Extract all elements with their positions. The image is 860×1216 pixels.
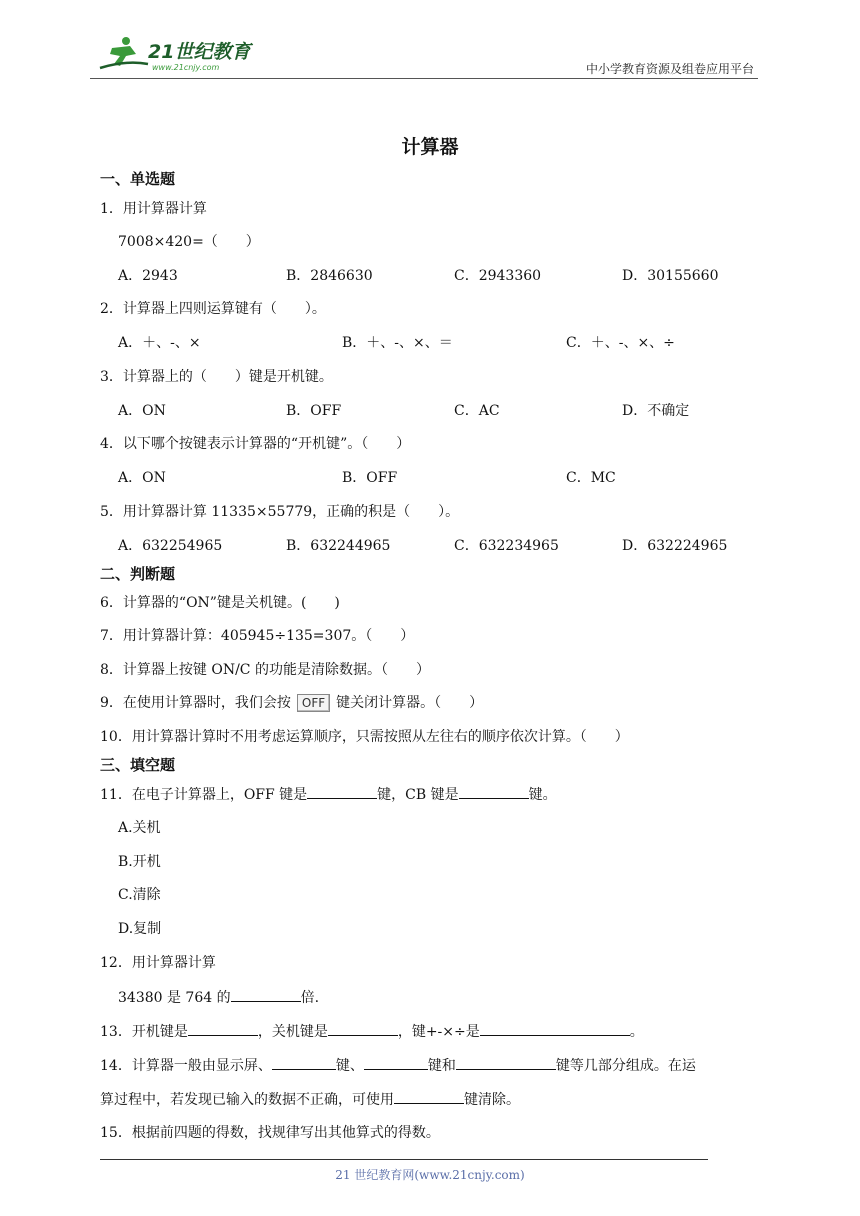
question-5-option-d[interactable]: D．632224965 — [622, 538, 728, 554]
question-14-text-e: 算过程中，若发现已输入的数据不正确，可使用 — [100, 1092, 394, 1108]
off-key-icon: OFF — [297, 694, 330, 712]
question-5-option-b[interactable]: B．632244965 — [286, 538, 391, 554]
answer-blank[interactable] — [480, 1020, 630, 1036]
question-13-text-d: 。 — [629, 1024, 644, 1040]
question-5-option-c[interactable]: C．632234965 — [454, 538, 559, 554]
answer-blank[interactable] — [188, 1020, 258, 1036]
section-heading-true-false: 二、判断题 — [100, 565, 176, 583]
runner-icon — [100, 37, 148, 68]
question-2-option-c[interactable]: C．＋、-、×、÷ — [566, 335, 675, 351]
question-13-text-a: 13．开机键是 — [100, 1024, 188, 1040]
question-3-option-b[interactable]: B．OFF — [286, 403, 342, 419]
question-1-option-b[interactable]: B．2846630 — [286, 268, 373, 284]
answer-blank[interactable] — [459, 783, 529, 799]
page-title: 计算器 — [401, 136, 459, 158]
question-3-option-c[interactable]: C．AC — [454, 403, 500, 419]
question-13-text-b: ，关机键是 — [257, 1024, 328, 1040]
question-1-option-c[interactable]: C．2943360 — [454, 268, 542, 284]
question-3-stem: 3．计算器上的（ ）键是开机键。 — [100, 369, 333, 385]
answer-blank[interactable] — [307, 783, 377, 799]
question-14-text-d: 键等几部分组成。在运 — [555, 1058, 696, 1074]
answer-blank[interactable] — [364, 1054, 428, 1070]
question-11-option-a: A.关机 — [118, 820, 161, 836]
question-2-option-a[interactable]: A．＋、-、× — [118, 335, 201, 351]
question-5-stem: 5．用计算器计算 11335×55779，正确的积是（ ）。 — [100, 504, 460, 520]
svg-text:21世纪教育: 21世纪教育 — [148, 41, 251, 63]
question-4-option-c[interactable]: C．MC — [566, 470, 616, 486]
answer-blank[interactable] — [231, 986, 301, 1002]
question-9-text-before: 9．在使用计算器时，我们会按 — [100, 695, 291, 711]
section-heading-single-choice: 一、单选题 — [100, 170, 176, 188]
page-header — [90, 30, 758, 78]
question-11-option-b: B.开机 — [118, 854, 161, 870]
question-11 — [100, 783, 557, 804]
question-2-stem: 2．计算器上四则运算键有（ ）。 — [100, 301, 326, 317]
question-11-text-b: 键，CB 键是 — [377, 787, 459, 803]
question-14-line-1 — [100, 1054, 696, 1075]
question-10: 10．用计算器计算时不用考虑运算顺序，只需按照从左往右的顺序依次计算。（ ） — [100, 729, 629, 745]
question-7: 7．用计算器计算：405945÷135=307。（ ） — [100, 628, 415, 644]
question-11-text-a: 11．在电子计算器上，OFF 键是 — [100, 787, 308, 803]
question-14-text-b: 键、 — [335, 1058, 364, 1074]
question-11-option-d: D.复制 — [118, 921, 162, 937]
question-13 — [100, 1020, 644, 1041]
question-3-option-d[interactable]: D．不确定 — [622, 403, 690, 419]
question-12-stem: 12．用计算器计算 — [100, 955, 216, 971]
question-4-option-b[interactable]: B．OFF — [342, 470, 398, 486]
question-9-text-after: 键关闭计算器。（ ） — [336, 695, 484, 711]
answer-blank[interactable] — [456, 1054, 556, 1070]
question-11-text-c: 键。 — [528, 787, 557, 803]
question-4-option-a[interactable]: A．ON — [118, 470, 166, 486]
question-1-stem: 1．用计算器计算 — [100, 201, 207, 217]
question-14-text-f: 键清除。 — [464, 1092, 520, 1108]
question-9 — [100, 692, 483, 712]
svg-text:www.21cnjy.com: www.21cnjy.com — [152, 63, 220, 72]
question-13-text-c: ，键+-×÷是 — [397, 1024, 480, 1040]
question-8: 8．计算器上按键 ON/C 的功能是清除数据。（ ） — [100, 662, 430, 678]
answer-blank[interactable] — [272, 1054, 336, 1070]
question-1-option-a[interactable]: A．2943 — [118, 268, 178, 284]
platform-name: 中小学教育资源及组卷应用平台 — [585, 62, 754, 76]
question-14-text-a: 14．计算器一般由显示屏、 — [100, 1058, 272, 1074]
question-4-stem: 4．以下哪个按键表示计算器的“开机键”。（ ） — [100, 436, 411, 452]
question-6: 6．计算器的“ON”键是关机键。( ) — [100, 595, 340, 611]
site-logo — [96, 34, 266, 74]
section-heading-fill-blank: 三、填空题 — [100, 756, 176, 774]
answer-blank[interactable] — [394, 1088, 464, 1104]
question-12-text-b: 倍. — [300, 990, 320, 1006]
question-14-line-2 — [100, 1088, 520, 1109]
question-3-option-a[interactable]: A．ON — [118, 403, 166, 419]
question-1-expression: 7008×420=（ ） — [118, 234, 260, 250]
question-11-option-c: C.清除 — [118, 887, 161, 903]
question-1-option-d[interactable]: D．30155660 — [622, 268, 719, 284]
footer-source[interactable]: 21 世纪教育网(www.21cnjy.com) — [335, 1168, 525, 1182]
footer-divider — [100, 1159, 708, 1160]
question-5-option-a[interactable]: A．632254965 — [118, 538, 223, 554]
question-14-text-c: 键和 — [427, 1058, 456, 1074]
question-15: 15．根据前四题的得数，找规律写出其他算式的得数。 — [100, 1125, 440, 1141]
question-2-option-b[interactable]: B．＋、-、×、＝ — [342, 335, 453, 351]
question-12-body — [118, 986, 319, 1007]
header-divider — [90, 78, 758, 79]
question-12-text-a: 34380 是 764 的 — [118, 990, 231, 1006]
answer-blank[interactable] — [328, 1020, 398, 1036]
